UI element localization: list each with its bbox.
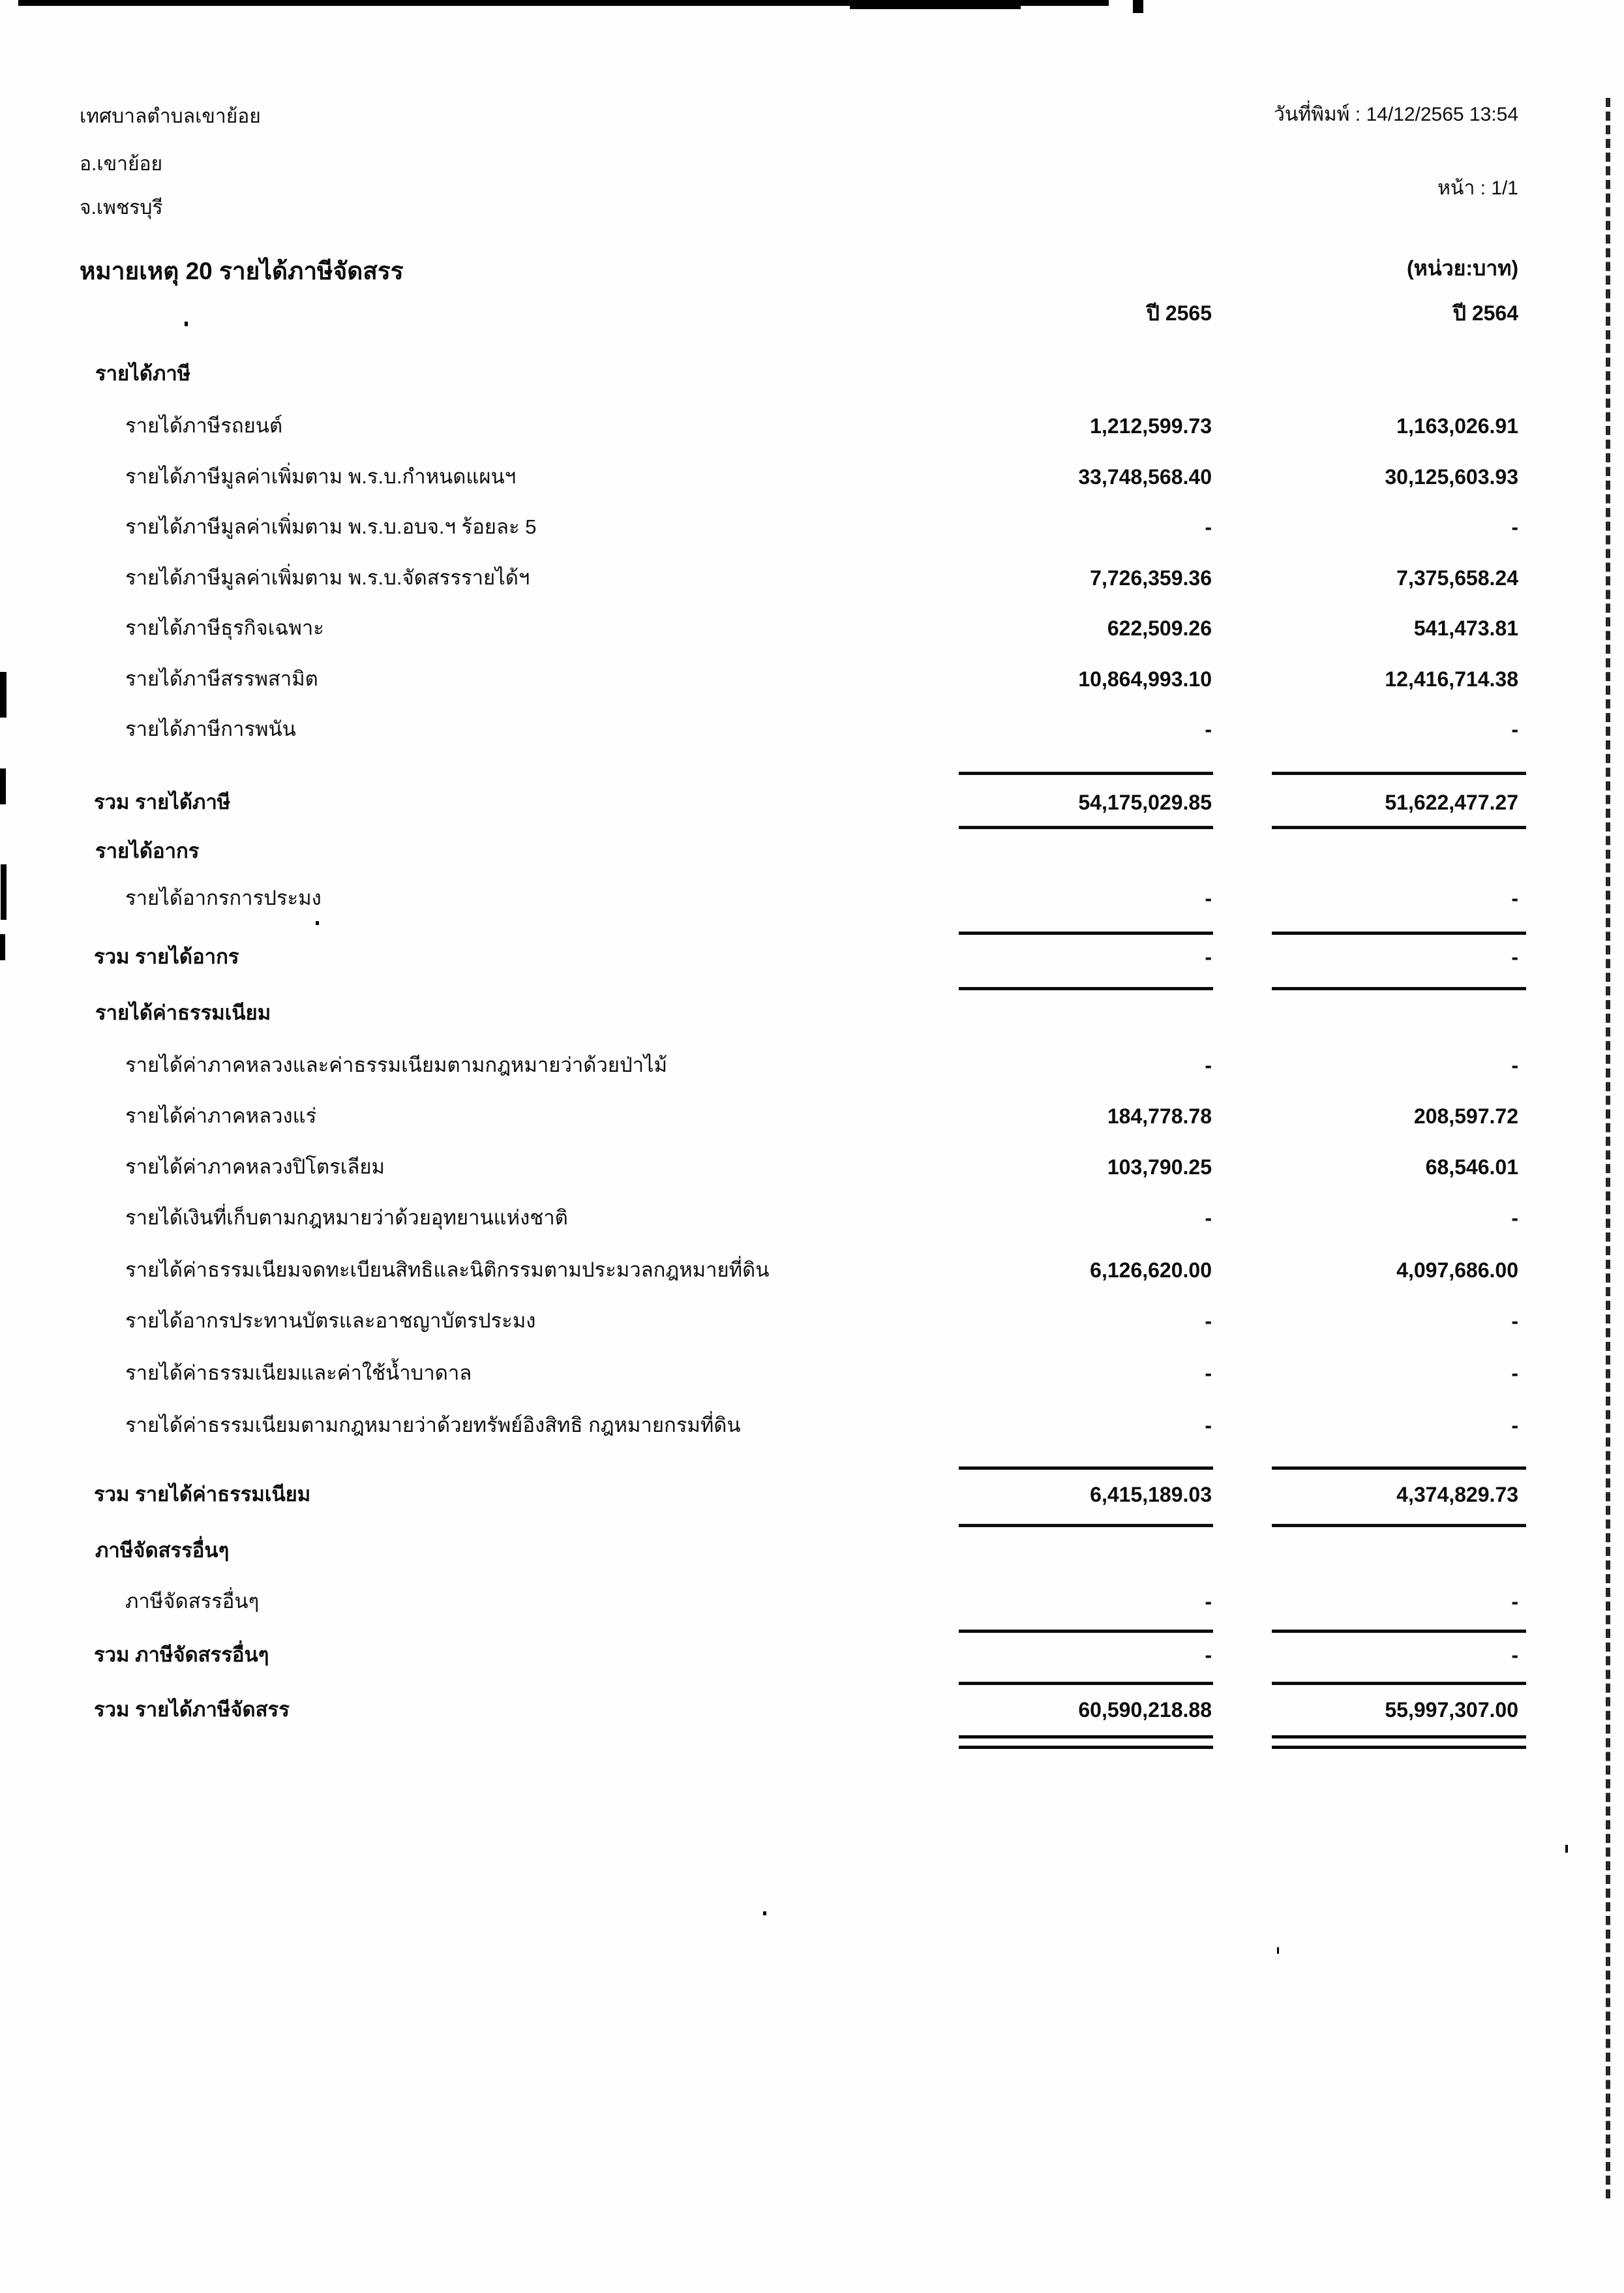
row-label: รายได้ภาษีธุรกิจเฉพาะ bbox=[125, 616, 324, 639]
row-label: รายได้ค่าภาคหลวงและค่าธรรมเนียมตามกฎหมายว่าด้วยป่าไม้ bbox=[125, 1054, 668, 1076]
table-row bbox=[0, 1202, 1624, 1234]
total-rule-line bbox=[1272, 1466, 1526, 1470]
value-year-2565: 1,212,599.73 bbox=[1090, 414, 1212, 438]
value-year-2565: - bbox=[1205, 1643, 1212, 1667]
value-year-2564: - bbox=[1511, 1054, 1518, 1077]
row-label: รายได้อากรการประมง bbox=[125, 887, 322, 909]
table-row bbox=[0, 882, 1624, 915]
value-year-2565: 103,790.25 bbox=[1107, 1155, 1212, 1179]
org-name: เทศบาลตำบลเขาย้อย bbox=[80, 106, 261, 127]
row-label: รายได้ภาษีมูลค่าเพิ่มตาม พ.ร.บ.อบจ.ฯ ร้อยละ 5 bbox=[125, 515, 537, 538]
table-row bbox=[0, 997, 1624, 1029]
table-row bbox=[0, 835, 1624, 868]
table-row bbox=[0, 663, 1624, 695]
value-year-2565: 54,175,029.85 bbox=[1078, 791, 1212, 814]
table-row bbox=[0, 511, 1624, 543]
scan-artifact-top-bar bbox=[850, 0, 1021, 9]
row-label: รายได้ภาษีมูลค่าเพิ่มตาม พ.ร.บ.จัดสรรรายได้ฯ bbox=[125, 566, 530, 589]
total-rule-line bbox=[1272, 1524, 1526, 1527]
table-row bbox=[0, 461, 1624, 493]
row-label: รายได้ภาษีมูลค่าเพิ่มตาม พ.ร.บ.กำหนดแผนฯ bbox=[125, 465, 517, 488]
table-row bbox=[0, 1534, 1624, 1567]
row-label: รวม ภาษีจัดสรรอื่นๆ bbox=[94, 1643, 269, 1666]
value-year-2564: - bbox=[1511, 945, 1518, 969]
table-row bbox=[0, 357, 1624, 390]
value-year-2564: 4,097,686.00 bbox=[1396, 1258, 1518, 1282]
value-year-2564: 12,416,714.38 bbox=[1385, 667, 1518, 691]
row-label: รายได้ค่าภาคหลวงแร่ bbox=[125, 1104, 317, 1127]
value-year-2564: - bbox=[1511, 1361, 1518, 1385]
total-rule-line bbox=[1272, 826, 1526, 829]
value-year-2564: 51,622,477.27 bbox=[1385, 791, 1518, 814]
value-year-2565: - bbox=[1205, 945, 1212, 969]
row-label: รายได้ค่าธรรมเนียมจดทะเบียนสิทธิและนิติกรรมตามประมวลกฎหมายที่ดิน bbox=[125, 1258, 770, 1281]
table-row bbox=[0, 941, 1624, 973]
org-district: อ.เขาย้อย bbox=[80, 153, 163, 175]
table-row bbox=[0, 1049, 1624, 1082]
value-year-2564: - bbox=[1511, 1309, 1518, 1333]
value-year-2564: 208,597.72 bbox=[1413, 1104, 1518, 1128]
row-label: ภาษีจัดสรรอื่นๆ bbox=[95, 1539, 230, 1562]
value-year-2565: - bbox=[1205, 515, 1212, 539]
table-row bbox=[0, 1357, 1624, 1389]
row-label: รายได้ภาษีสรรพสามิต bbox=[125, 667, 318, 690]
page-title: หมายเหตุ 20 รายได้ภาษีจัดสรร bbox=[80, 258, 404, 284]
value-year-2565: 60,590,218.88 bbox=[1078, 1698, 1212, 1722]
total-rule-line bbox=[959, 1466, 1213, 1470]
row-label: รวม รายได้ภาษีจัดสรร bbox=[94, 1698, 290, 1721]
total-rule-line bbox=[1272, 1735, 1526, 1739]
value-year-2564: - bbox=[1511, 1206, 1518, 1230]
value-year-2564: 55,997,307.00 bbox=[1385, 1698, 1518, 1722]
print-date: วันที่พิมพ์ : 14/12/2565 13:54 bbox=[1273, 104, 1518, 125]
table-row bbox=[0, 1478, 1624, 1511]
value-year-2564: 541,473.81 bbox=[1413, 616, 1518, 640]
table-row bbox=[0, 1100, 1624, 1132]
scan-artifact bbox=[1565, 1845, 1568, 1853]
table-row bbox=[0, 410, 1624, 442]
row-label: รายได้อากรประทานบัตรและอาชญาบัตรประมง bbox=[125, 1309, 536, 1332]
value-year-2565: 10,864,993.10 bbox=[1078, 667, 1212, 691]
table-row bbox=[0, 1254, 1624, 1286]
total-rule-line bbox=[1272, 1682, 1526, 1685]
row-label: ภาษีจัดสรรอื่นๆ bbox=[125, 1590, 260, 1613]
table-row bbox=[0, 713, 1624, 746]
column-header-year-2565: ปี 2565 bbox=[1146, 301, 1212, 325]
value-year-2565: - bbox=[1205, 718, 1212, 741]
row-label: รายได้ค่าธรรมเนียมและค่าใช้น้ำบาดาล bbox=[125, 1361, 472, 1384]
value-year-2565: 33,748,568.40 bbox=[1078, 465, 1212, 489]
column-header-year-2564: ปี 2564 bbox=[1452, 301, 1518, 325]
row-label: รวม รายได้ภาษี bbox=[94, 791, 231, 813]
value-year-2564: - bbox=[1511, 1414, 1518, 1437]
total-rule-line bbox=[959, 826, 1213, 829]
value-year-2565: - bbox=[1205, 1361, 1212, 1385]
table-row bbox=[0, 1693, 1624, 1726]
total-rule-line bbox=[1272, 772, 1526, 775]
total-rule-line bbox=[1272, 987, 1526, 990]
scan-artifact bbox=[185, 322, 188, 326]
value-year-2565: 622,509.26 bbox=[1107, 616, 1212, 640]
value-year-2565: 7,726,359.36 bbox=[1090, 566, 1212, 590]
row-label: รายได้ค่าธรรมเนียม bbox=[95, 1001, 271, 1024]
total-rule-line bbox=[959, 1682, 1213, 1685]
row-label: รวม รายได้ค่าธรรมเนียม bbox=[94, 1483, 311, 1506]
value-year-2564: - bbox=[1511, 1643, 1518, 1667]
value-year-2565: 6,126,620.00 bbox=[1090, 1258, 1212, 1282]
scan-artifact bbox=[763, 1911, 766, 1915]
row-label: รายได้ภาษี bbox=[95, 362, 191, 385]
table-row bbox=[0, 1585, 1624, 1618]
table-row bbox=[0, 786, 1624, 819]
value-year-2565: - bbox=[1205, 1590, 1212, 1613]
value-year-2565: - bbox=[1205, 1054, 1212, 1077]
row-label: รายได้เงินที่เก็บตามกฎหมายว่าด้วยอุทยานแห่งชาติ bbox=[125, 1206, 568, 1229]
row-label: รายได้ค่าภาคหลวงปิโตรเลียม bbox=[125, 1155, 385, 1178]
table-row bbox=[0, 1639, 1624, 1671]
row-label: รายได้ค่าธรรมเนียมตามกฎหมายว่าด้วยทรัพย์อิงสิทธิ กฎหมายกรมที่ดิน bbox=[125, 1414, 741, 1436]
value-year-2564: 7,375,658.24 bbox=[1396, 566, 1518, 590]
table-row bbox=[0, 562, 1624, 594]
total-rule-line bbox=[959, 932, 1213, 935]
total-rule-line bbox=[959, 772, 1213, 775]
value-year-2565: - bbox=[1205, 1206, 1212, 1230]
total-rule-line bbox=[1272, 1746, 1526, 1749]
unit-label: (หน่วย:บาท) bbox=[1406, 256, 1518, 280]
row-label: รายได้ภาษีการพนัน bbox=[125, 718, 296, 740]
value-year-2564: 68,546.01 bbox=[1425, 1155, 1518, 1179]
row-label: รายได้อากร bbox=[95, 840, 200, 862]
total-rule-line bbox=[959, 1735, 1213, 1739]
value-year-2565: 6,415,189.03 bbox=[1090, 1483, 1212, 1506]
value-year-2564: - bbox=[1511, 515, 1518, 539]
value-year-2564: - bbox=[1511, 887, 1518, 910]
total-rule-line bbox=[959, 1746, 1213, 1749]
total-rule-line bbox=[1272, 1630, 1526, 1633]
value-year-2564: - bbox=[1511, 718, 1518, 741]
value-year-2564: 30,125,603.93 bbox=[1385, 465, 1518, 489]
scan-artifact bbox=[1277, 1947, 1279, 1954]
total-rule-line bbox=[1272, 932, 1526, 935]
value-year-2565: - bbox=[1205, 1414, 1212, 1437]
value-year-2565: - bbox=[1205, 1309, 1212, 1333]
total-rule-line bbox=[959, 1524, 1213, 1527]
value-year-2565: 184,778.78 bbox=[1107, 1104, 1212, 1128]
total-rule-line bbox=[959, 1630, 1213, 1633]
page-number: หน้า : 1/1 bbox=[1437, 177, 1518, 199]
table-row bbox=[0, 1305, 1624, 1337]
row-label: รวม รายได้อากร bbox=[94, 945, 239, 968]
row-label: รายได้ภาษีรถยนต์ bbox=[125, 414, 283, 437]
scan-artifact bbox=[316, 921, 319, 925]
value-year-2564: 4,374,829.73 bbox=[1396, 1483, 1518, 1506]
scan-artifact bbox=[1133, 0, 1143, 13]
total-rule-line bbox=[959, 987, 1213, 990]
org-province: จ.เพชรบุรี bbox=[80, 197, 163, 219]
table-row bbox=[0, 612, 1624, 645]
value-year-2564: - bbox=[1511, 1590, 1518, 1613]
table-row bbox=[0, 1409, 1624, 1442]
value-year-2564: 1,163,026.91 bbox=[1396, 414, 1518, 438]
table-row bbox=[0, 1151, 1624, 1183]
value-year-2565: - bbox=[1205, 887, 1212, 910]
